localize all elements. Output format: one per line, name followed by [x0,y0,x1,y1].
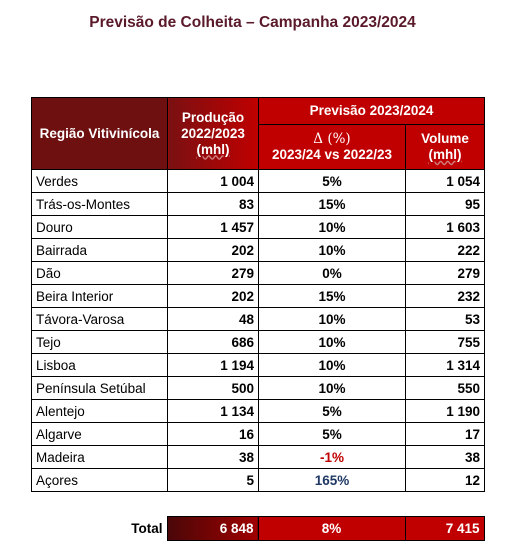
region-cell: Lisboa [32,354,168,377]
volume-cell: 1 054 [406,170,485,193]
production-cell: 279 [168,262,259,285]
volume-cell: 232 [406,285,485,308]
header-forecast: Previsão 2023/2024 [259,98,485,125]
region-cell: Algarve [32,423,168,446]
production-cell: 83 [168,193,259,216]
delta-cell: 10% [259,239,406,262]
delta-cell: 10% [259,377,406,400]
table-row [32,216,485,239]
table-row [32,377,485,400]
header-production: Produção 2022/2023 (mhl) [168,98,259,170]
production-cell: 48 [168,308,259,331]
page-title: Previsão de Colheita – Campanha 2023/2024 [89,14,416,31]
volume-cell: 222 [406,239,485,262]
volume-cell: 1 190 [406,400,485,423]
volume-cell: 550 [406,377,485,400]
total-row [31,516,485,541]
region-cell: Távora-Varosa [32,308,168,331]
table-row [32,193,485,216]
region-cell: Trás-os-Montes [32,193,168,216]
region-cell: Bairrada [32,239,168,262]
volume-cell: 1 314 [406,354,485,377]
volume-cell: 17 [406,423,485,446]
table-row [32,354,485,377]
production-cell: 5 [168,469,259,492]
table-row [32,400,485,423]
production-cell: 1 457 [168,216,259,239]
region-cell: Beira Interior [32,285,168,308]
volume-cell: 755 [406,331,485,354]
header-region: Região Vitivinícola [32,98,168,170]
delta-cell: 10% [259,216,406,239]
region-cell: Tejo [32,331,168,354]
volume-cell: 1 603 [406,216,485,239]
production-cell: 202 [168,285,259,308]
delta-cell: 15% [259,285,406,308]
volume-cell: 12 [406,469,485,492]
volume-cell: 53 [406,308,485,331]
region-cell: Dão [32,262,168,285]
region-cell: Verdes [32,170,168,193]
production-cell: 202 [168,239,259,262]
delta-cell: 15% [259,193,406,216]
table-row [32,469,485,492]
table-row [32,262,485,285]
table-row [32,170,485,193]
delta-cell: 0% [259,262,406,285]
total-label: Total [131,521,163,536]
volume-cell: 38 [406,446,485,469]
harvest-table [31,97,485,492]
region-cell: Açores [32,469,168,492]
production-cell: 16 [168,423,259,446]
delta-cell: -1% [259,446,406,469]
production-cell: 1 004 [168,170,259,193]
production-cell: 1 194 [168,354,259,377]
delta-cell: 5% [259,170,406,193]
delta-cell: 10% [259,354,406,377]
total-volume: 7 415 [405,517,484,541]
header-volume: Volume (mhl) [406,125,485,170]
delta-cell: 165% [259,469,406,492]
production-cell: 500 [168,377,259,400]
volume-cell: 279 [406,262,485,285]
table-row [32,308,485,331]
delta-cell: 5% [259,400,406,423]
volume-cell: 95 [406,193,485,216]
table-row [32,239,485,262]
table-row [32,446,485,469]
production-cell: 1 134 [168,400,259,423]
delta-cell: 10% [259,308,406,331]
delta-cell: 5% [259,423,406,446]
region-cell: Alentejo [32,400,168,423]
region-cell: Península Setúbal [32,377,168,400]
table-row [32,331,485,354]
production-cell: 686 [168,331,259,354]
total-production: 6 848 [167,517,258,541]
table-row [32,285,485,308]
table-row [32,423,485,446]
region-cell: Douro [32,216,168,239]
total-delta: 8% [258,517,405,541]
region-cell: Madeira [32,446,168,469]
production-cell: 38 [168,446,259,469]
delta-cell: 10% [259,331,406,354]
header-delta: Δ (%) 2023/24 vs 2022/23 [259,125,406,170]
